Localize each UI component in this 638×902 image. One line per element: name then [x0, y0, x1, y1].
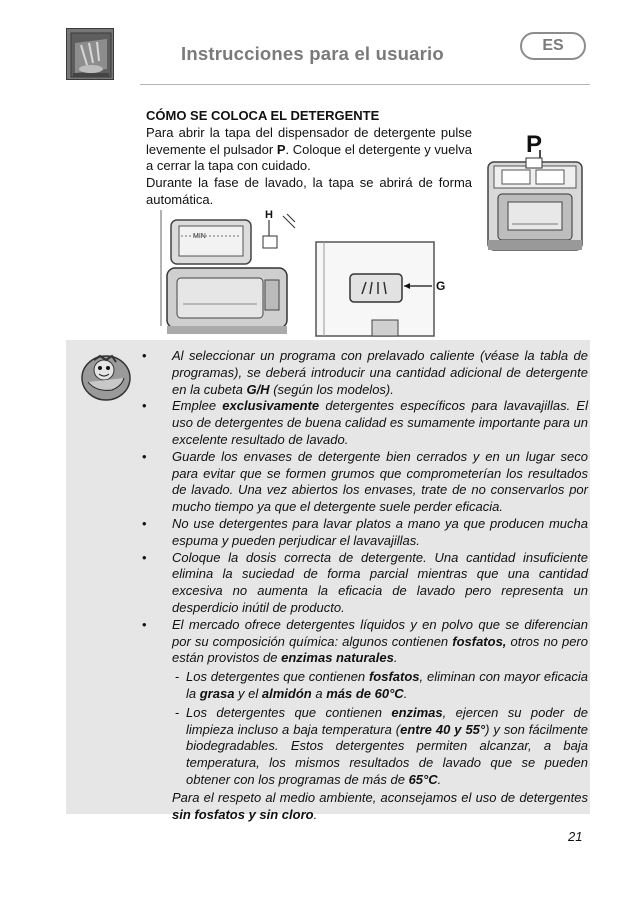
- intro-paragraph-1: Para abrir la tapa del dispensador de detergente pulse levemente el pulsador P. Coloque el detergente y vuelva a cerrar la tapa con cuidado.: [146, 124, 472, 174]
- intro-section: [146, 108, 472, 209]
- section-heading: CÓMO SE COLOCA EL DETERGENTE: [146, 108, 380, 123]
- list-item: • Al seleccionar un programa con prelavado caliente (véase la tabla de programas), se deberá introducir una cantidad adicional de detergente en la cubeta G/H (según los modelos).: [142, 348, 588, 398]
- list-item: • Guarde los envases de detergente bien cerrados y en un lugar seco para evitar que se formen grumos que comprometerían los resultados de lavado. Una vez abiertos los envases, trate de no conservarlos por mucho tiempo ya que el detergente suele perder eficacia.: [142, 449, 588, 516]
- page-number: 21: [568, 829, 583, 844]
- language-badge: ES: [520, 32, 586, 60]
- list-item: • No use detergentes para lavar platos a mano ya que producen mucha espuma y pueden perjudicar el lavavajillas.: [142, 516, 588, 550]
- sub-list-item: - Los detergentes que contienen enzimas, ejercen su poder de limpieza incluso a baja temperatura (entre 40 y 55°) y son fácilmente biodegradables. Estos detergentes permiten alcanzar, a baja temperatura, los mismos resultados de lavado que se pueden obtener con los programas de más de 65°C.: [172, 705, 588, 789]
- closing-note: Para el respeto al medio ambiente, aconsejamos el uso de detergentes sin fosfatos y sin cloro.: [172, 789, 588, 822]
- dispenser-compartment-figure: [157, 206, 300, 336]
- list-item: • Coloque la dosis correcta de detergente. Una cantidad insuficiente elimina la suciedad de forma parcial mientras que una cantidad excesiva no aumenta la eficacia de lavado pero representa un desperdicio inútil de producto.: [142, 550, 588, 617]
- figure-label-min: MIN: [193, 233, 206, 240]
- dispenser-button-figure: [482, 128, 588, 256]
- list-item: • Emplee exclusivamente detergentes específicos para lavavajillas. El uso de detergentes de buena calidad es sumamente importante para un excelente resultado de lavado.: [142, 398, 588, 448]
- cartoon-mascot-icon: [78, 352, 134, 402]
- list-item: • El mercado ofrece detergentes líquidos y en polvo que se diferencian por su composición química: algunos contienen fosfatos, otros no pero están provistos de enzimas naturales. - Los detergentes que contienen fosfatos, eliminan con mayor eficacia la grasa y el almidón a más de 60°C. - Los detergentes que contienen enzimas, ejercen su poder de limpieza incluso a baja temperatura (entre 40 y 55°) y son fácilmente biodegradables. Estos detergentes permiten alcanzar, a baja temperatura, los mismos resultados de lavado que se pueden obtener con los programas de más de 65°C. Para el respeto al medio ambiente, aconsejamos el uso de detergentes sin fosfatos y sin cloro.: [142, 617, 588, 824]
- figure-label-h: H: [265, 209, 273, 221]
- door-dispenser-figure: [314, 240, 456, 337]
- figure-label-p: P: [526, 131, 543, 158]
- page-title: Instrucciones para el usuario: [181, 43, 444, 64]
- intro-paragraph-2: Durante la fase de lavado, la tapa se abrirá de forma automática.: [146, 175, 472, 207]
- dishwasher-logo-icon: [66, 28, 114, 80]
- header-divider: [140, 84, 590, 85]
- sub-list-item: - Los detergentes que contienen fosfatos, eliminan con mayor eficacia la grasa y el almidón a más de 60°C.: [172, 669, 588, 703]
- notes-list: [142, 348, 588, 823]
- figure-label-g: G: [436, 279, 446, 293]
